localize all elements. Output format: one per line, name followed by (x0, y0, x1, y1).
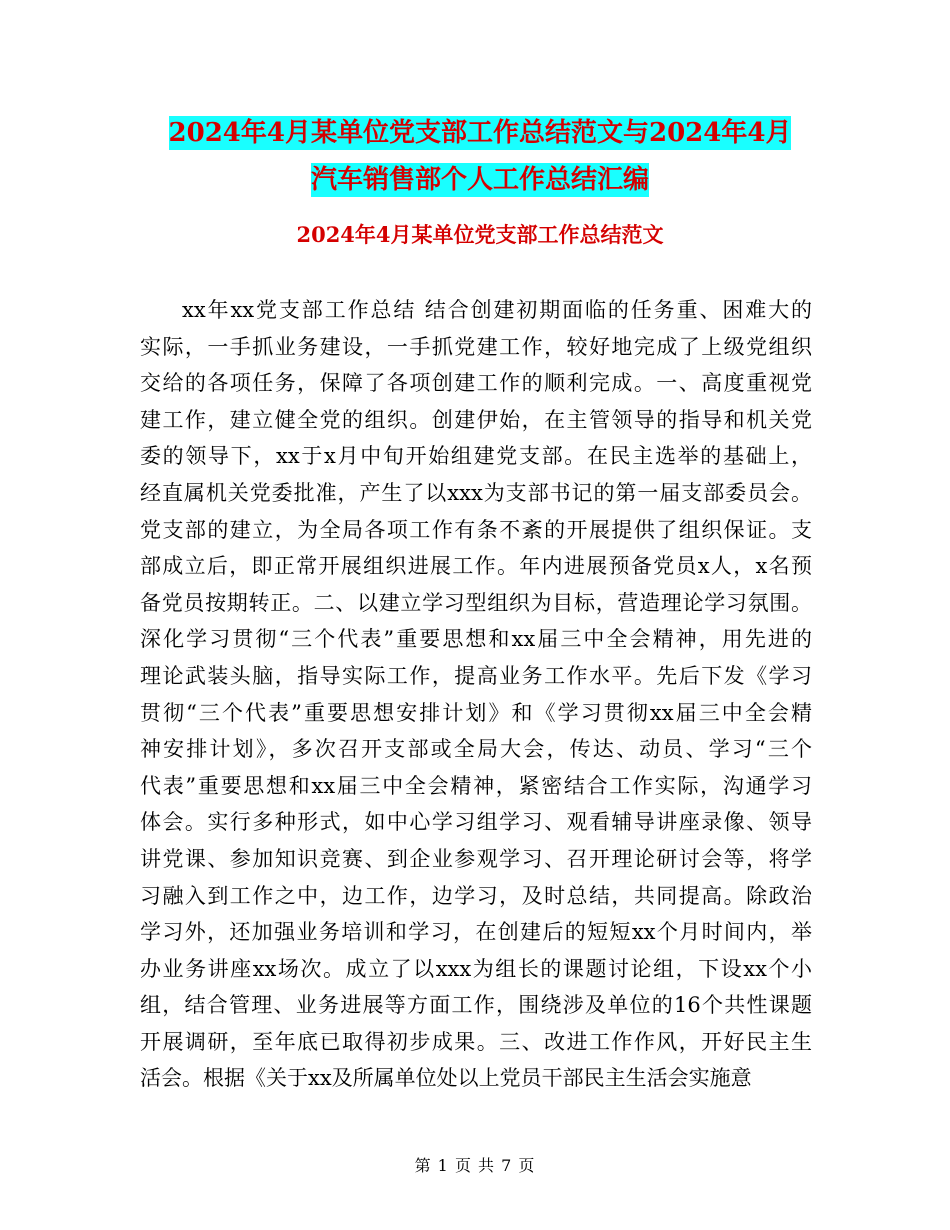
body-line: 交给的各项任务，保障了各项创建工作的顺利完成。一、高度重视党 (140, 371, 812, 396)
body-line: 贯彻“三个代表”重要思想安排计划》和《学习贯彻xx届三中全会精 (140, 700, 812, 725)
body-line: 委的领导下，xx于x月中旬开始组建党支部。在民主选举的基础上， (140, 444, 812, 469)
body-line: 学习外，还加强业务培训和学习，在创建后的短短xx个月时间内，举 (140, 920, 812, 945)
document-title-line-2: 汽车销售部个人工作总结汇编 (310, 165, 649, 195)
body-line: 代表”重要思想和xx届三中全会精神，紧密结合工作实际，沟通学习 (140, 773, 812, 798)
document-title (140, 110, 820, 204)
body-line: 活会。根据《关于xx及所属单位处以上党员干部民主生活会实施意 (140, 1066, 752, 1091)
body-line: 建工作，建立健全党的组织。创建伊始，在主管领导的指导和机关党 (140, 407, 812, 432)
body-line: 理论武装头脑，指导实际工作，提高业务工作水平。先后下发《学习 (140, 663, 812, 688)
body-line: xx年xx党支部工作总结 结合创建初期面临的任务重、困难大的 (182, 298, 812, 322)
body-line: 经直属机关党委批准，产生了以xxx为支部书记的第一届支部委员会。 (140, 480, 812, 505)
section-title: 2024年4月某单位党支部工作总结范文 (296, 222, 664, 247)
body-line: 神安排计划》，多次召开支部或全局大会，传达、动员、学习“三个 (140, 737, 812, 762)
body-line: 开展调研，至年底已取得初步成果。三、改进工作作风，开好民主生 (140, 1029, 812, 1054)
body-line: 实际，一手抓业务建设，一手抓党建工作，较好地完成了上级党组织 (140, 334, 812, 359)
page-footer: 第 1 页 共 7 页 (414, 1156, 536, 1175)
body-line: 部成立后，即正常开展组织进展工作。年内进展预备党员x人，x名预 (140, 554, 812, 579)
body-line: 备党员按期转正。二、以建立学习型组织为目标，营造理论学习氛围。 (140, 590, 812, 615)
body-line: 办业务讲座xx场次。成立了以xxx为组长的课题讨论组，下设xx个小 (140, 956, 812, 981)
body-line: 组，结合管理、业务进展等方面工作，围绕涉及单位的16个共性课题 (140, 993, 812, 1018)
document-title-line-1: 2024年4月某单位党支部工作总结范文与2024年4月 (168, 118, 792, 148)
body-line: 体会。实行多种形式，如中心学习组学习、观看辅导讲座录像、领导 (140, 810, 812, 835)
body-line: 习融入到工作之中，边工作，边学习，及时总结，共同提高。除政治 (140, 883, 812, 908)
body-line: 党支部的建立，为全局各项工作有条不紊的开展提供了组织保证。支 (140, 517, 812, 542)
body-line: 讲党课、参加知识竞赛、到企业参观学习、召开理论研讨会等，将学 (140, 846, 812, 871)
body-line: 深化学习贯彻“三个代表”重要思想和xx届三中全会精神，用先进的 (140, 627, 812, 652)
body-paragraph (140, 292, 812, 1097)
